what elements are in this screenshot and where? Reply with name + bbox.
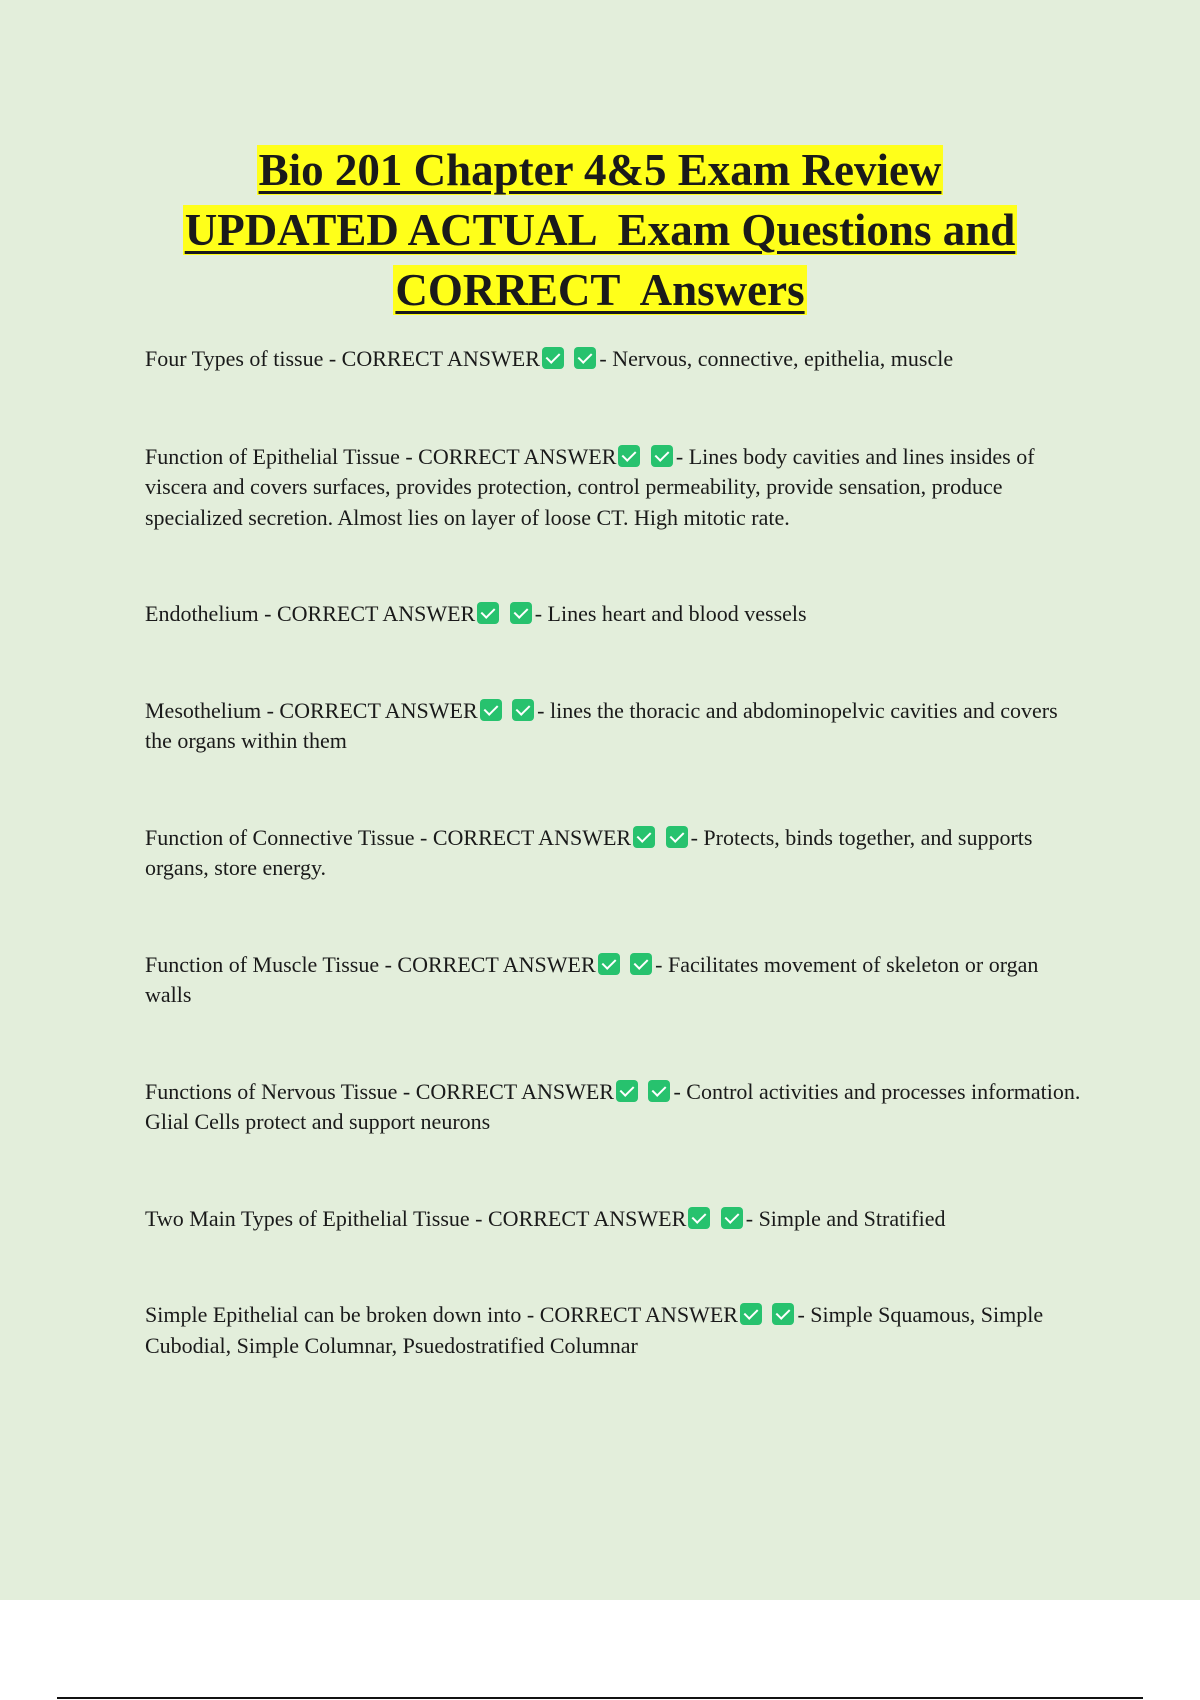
qa-list — [145, 344, 1085, 1427]
qa-item — [145, 599, 1085, 630]
question-text: Functions of Nervous Tissue - CORRECT ANSWER — [145, 1078, 614, 1104]
qa-item — [145, 1204, 1085, 1235]
answer-text: - Lines heart and blood vessels — [534, 601, 807, 626]
answer-text: - Nervous, connective, epithelia, muscle — [599, 346, 954, 371]
question-text: Endothelium - CORRECT ANSWER — [145, 601, 476, 626]
footer-divider — [57, 1697, 1143, 1699]
check-mark-icon — [772, 1303, 794, 1325]
question-text: Mesothelium - CORRECT ANSWER — [145, 697, 478, 723]
check-mark-icon — [630, 953, 652, 975]
check-mark-icon — [512, 699, 534, 721]
check-mark-icon — [598, 953, 620, 975]
question-text: Simple Epithelial can be broken down into - CORRECT ANSWER — [145, 1302, 738, 1327]
question-text: Function of Epithelial Tissue - CORRECT ANSWER — [145, 443, 617, 469]
check-mark-icon — [618, 445, 640, 467]
qa-item — [145, 1077, 1085, 1138]
check-mark-icon — [542, 347, 564, 369]
qa-item — [145, 696, 1085, 757]
check-mark-icon — [480, 699, 502, 721]
check-mark-icon — [648, 1080, 670, 1102]
answer-text: - Protects, binds together, and supports organs, store energy. — [145, 824, 1033, 880]
answer-text: - lines the thoracic and abdominopelvic cavities and covers the organs within them — [145, 697, 1058, 753]
check-mark-icon — [510, 602, 532, 624]
check-mark-icon — [477, 602, 499, 624]
answer-text: - Simple and Stratified — [745, 1205, 946, 1231]
qa-item — [145, 1300, 1085, 1361]
document-title — [0, 140, 1200, 320]
title-line-2: UPDATED ACTUAL Exam Questions and — [184, 205, 1016, 255]
check-mark-icon — [651, 445, 673, 467]
check-mark-icon — [740, 1303, 762, 1325]
check-mark-icon — [688, 1207, 710, 1229]
check-mark-icon — [574, 347, 596, 369]
question-text: Two Main Types of Epithelial Tissue - CORRECT ANSWER — [145, 1205, 687, 1231]
qa-item — [145, 442, 1085, 534]
qa-item — [145, 823, 1085, 884]
check-mark-icon — [633, 826, 655, 848]
check-mark-icon — [666, 826, 688, 848]
question-text: Four Types of tissue - CORRECT ANSWER — [145, 346, 540, 371]
question-text: Function of Connective Tissue - CORRECT ANSWER — [145, 824, 632, 850]
answer-text: - Facilitates movement of skeleton or organ walls — [145, 951, 1039, 1007]
answer-text: - Simple Squamous, Simple Cubodial, Simple Columnar, Psuedostratified Columnar — [145, 1302, 1044, 1358]
answer-text: - Control activities and processes information. Glial Cells protect and support neurons — [145, 1078, 1081, 1134]
qa-item — [145, 950, 1085, 1011]
check-mark-icon — [721, 1207, 743, 1229]
check-mark-icon — [616, 1080, 638, 1102]
question-text: Function of Muscle Tissue - CORRECT ANSWER — [145, 951, 596, 977]
qa-item — [145, 344, 1085, 375]
title-line-1: Bio 201 Chapter 4&5 Exam Review — [258, 145, 942, 195]
answer-text: - Lines body cavities and lines insides of viscera and covers surfaces, provides protection, control permeability, provide sensation, produce specialized secretion. Almost lies on layer of loose CT. High mitotic rate. — [145, 443, 1035, 530]
title-line-3: CORRECT Answers — [395, 265, 805, 315]
